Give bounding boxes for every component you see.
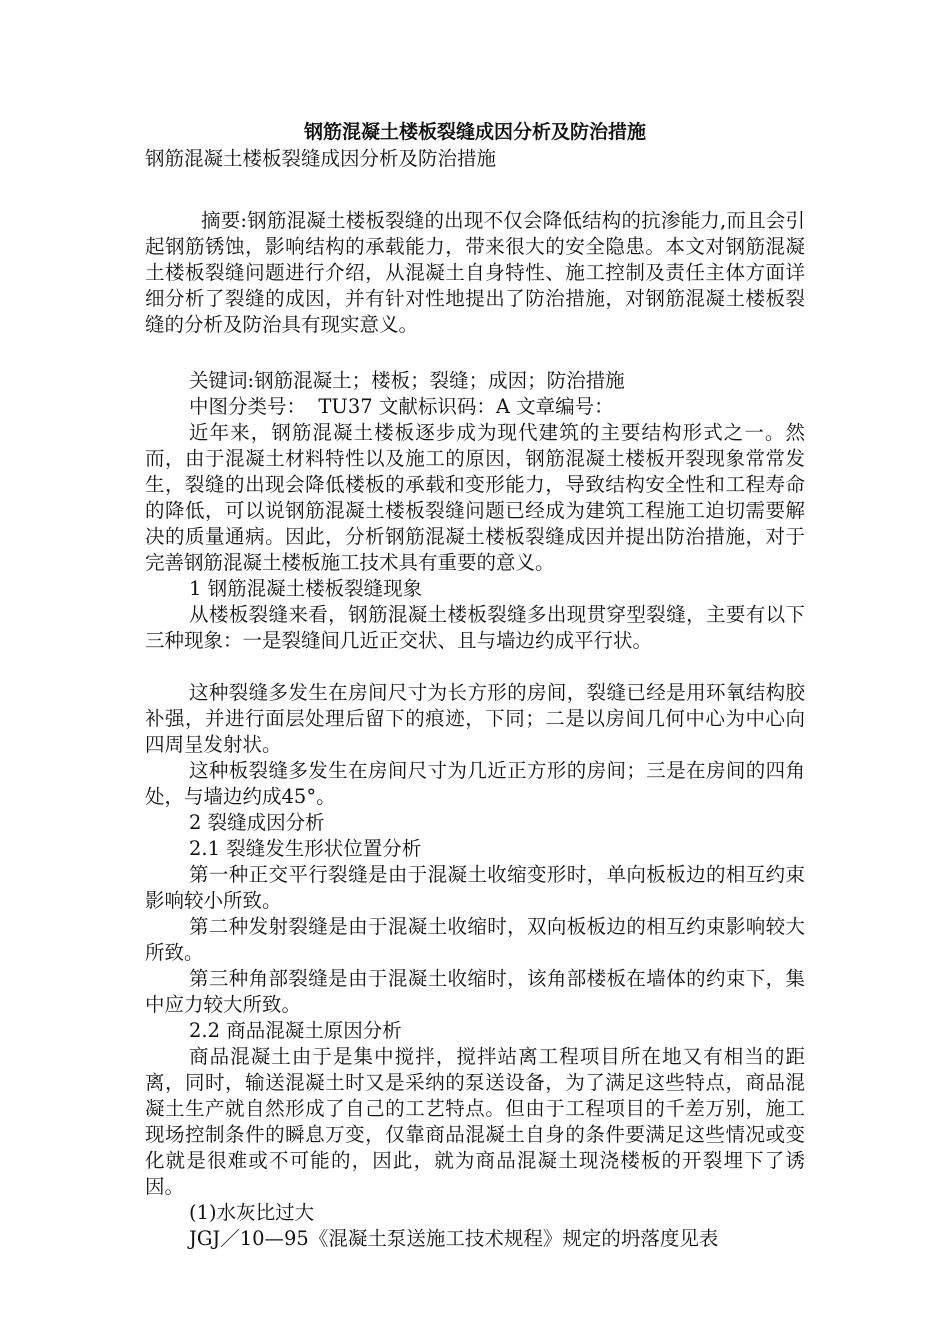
body-paragraph-intro: 近年来，钢筋混凝土楼板逐步成为现代建筑的主要结构形式之一。然而，由于混凝土材料特性以及施工的原因，钢筋混凝土楼板开裂现象常常发生，裂缝的出现会降低楼板的承载和变形能力，导致结构安全性和工程寿命的降低，可以说钢筋混凝土楼板裂缝问题已经成为建筑工程施工迫切需要解决的质量通病。因此，分析钢筋混凝土楼板裂缝成因并提出防治措施，对于完善钢筋混凝土楼板施工技术具有重要的意义。	[145, 421, 805, 574]
document-title: 钢筋混凝土楼板裂缝成因分析及防治措施	[303, 121, 646, 143]
keywords-line: 关键词:钢筋混凝土；楼板；裂缝；成因；防治措施	[189, 369, 625, 392]
body-paragraph: 第二种发射裂缝是由于混凝土收缩时，双向板板边的相互约束影响较大所致。	[145, 915, 805, 964]
body-paragraph: 第一种正交平行裂缝是由于混凝土收缩变形时，单向板板边的相互约束影响较小所致。	[145, 863, 805, 912]
abstract-paragraph: 摘要:钢筋混凝土楼板裂缝的出现不仅会降低结构的抗渗能力,而且会引起钢筋锈蚀，影响结构的承载能力，带来很大的安全隐患。本文对钢筋混凝土楼板裂缝问题进行介绍，从混凝土自身特性、施工控制及责任主体方面详细分析了裂缝的成因，并有针对性地提出了防治措施，对钢筋混凝土楼板裂缝的分析及防治具有现实意义。	[145, 209, 805, 336]
section-heading-2: 2 裂缝成因分析	[189, 811, 325, 834]
body-paragraph: 这种裂缝多发生在房间尺寸为长方形的房间，裂缝已经是用环氧结构胶补强，并进行面层处理后留下的痕迹，下同；二是以房间几何中心为中心向四周呈发射状。	[145, 681, 805, 756]
body-paragraph: JGJ／10—95《混凝土泵送施工技术规程》规定的坍落度见表	[189, 1227, 719, 1250]
document-page	[145, 118, 805, 1252]
section-heading-1: 1 钢筋混凝土楼板裂缝现象	[189, 577, 423, 600]
document-subtitle: 钢筋混凝土楼板裂缝成因分析及防治措施	[145, 147, 497, 170]
spacer	[145, 654, 805, 680]
subsection-heading-2-2: 2.2 商品混凝土原因分析	[189, 1019, 402, 1042]
spacer	[145, 338, 805, 368]
spacer	[145, 172, 805, 208]
classification-line: 中图分类号： TU37 文献标识码：A 文章编号：	[189, 395, 614, 418]
body-paragraph: 这种板裂缝多发生在房间尺寸为几近正方形的房间；三是在房间的四角处，与墙边约成45°。	[145, 759, 805, 808]
subsection-heading-2-1: 2.1 裂缝发生形状位置分析	[189, 837, 422, 860]
list-item-heading: (1)水灰比过大	[189, 1201, 315, 1224]
body-paragraph: 商品混凝土由于是集中搅拌，搅拌站离工程项目所在地又有相当的距离，同时，输送混凝土时又是采纳的泵送设备，为了满足这些特点，商品混凝土生产就自然形成了自己的工艺特点。但由于工程项目的千差万别，施工现场控制条件的瞬息万变，仅靠商品混凝土自身的条件要满足这些情况或变化就是很难或不可能的，因此，就为商品混凝土现浇楼板的开裂埋下了诱因。	[145, 1045, 805, 1198]
body-paragraph: 第三种角部裂缝是由于混凝土收缩时，该角部楼板在墙体的约束下，集中应力较大所致。	[145, 967, 805, 1016]
body-paragraph: 从楼板裂缝来看，钢筋混凝土楼板裂缝多出现贯穿型裂缝，主要有以下三种现象：一是裂缝间几近正交状、且与墙边约成平行状。	[145, 603, 805, 652]
